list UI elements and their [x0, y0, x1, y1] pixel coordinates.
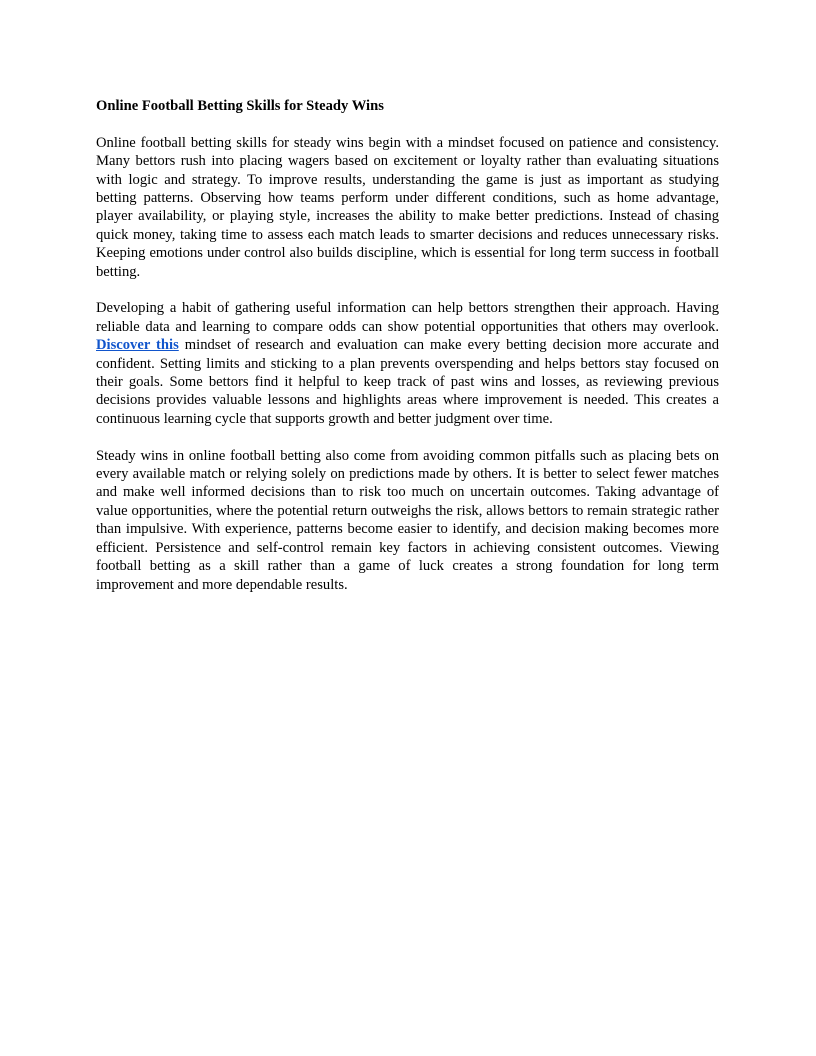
paragraph-2-text-after-link: mindset of research and evaluation can make every betting decision more accurate and confident. Setting limits and sticking to a plan prevents overspending and helps bettors stay focused on their goals. Some bettors find it helpful to keep track of past wins and losses, as reviewing previous decisions provides valuable lessons and highlights areas where improvement is needed. This creates a continuous learning cycle that supports growth and better judgment over time. [96, 337, 719, 427]
paragraph-3: Steady wins in online football betting also come from avoiding common pitfalls such as placing bets on every available match or relying solely on predictions made by others. It is better to select fewer matches and make well informed decisions than to risk too much on uncertain outcomes. Taking advantage of value opportunities, where the potential return outweighs the risk, allows bettors to remain strategic rather than impulsive. With experience, patterns become easier to identify, and decision making becomes more efficient. Persistence and self-control remain key factors in achieving consistent outcomes. Viewing football betting as a skill rather than a game of luck creates a strong foundation for long term improvement and more dependable results. [96, 447, 719, 593]
paragraph-1: Online football betting skills for steady wins begin with a mindset focused on patience and consistency. Many bettors rush into placing wagers based on excitement or loyalty rather than evaluating situations with logic and strategy. To improve results, understanding the game is just as important as studying betting patterns. Observing how teams perform under different conditions, such as home advantage, player availability, or playing style, increases the ability to make better predictions. Instead of chasing quick money, taking time to assess each match leads to smarter decisions and reduces unnecessary risks. Keeping emotions under control also builds discipline, which is essential for long term success in football betting. [96, 134, 719, 280]
document-body [96, 97, 719, 612]
paragraph-2-text-before-link: Developing a habit of gathering useful information can help bettors strengthen their approach. Having reliable data and learning to compare odds can show potential opportunities that others may overlook. [96, 300, 719, 335]
discover-this-link[interactable]: Discover this [96, 337, 179, 354]
document-title: Online Football Betting Skills for Steady Wins [96, 98, 384, 114]
paragraph-2 [96, 299, 719, 428]
